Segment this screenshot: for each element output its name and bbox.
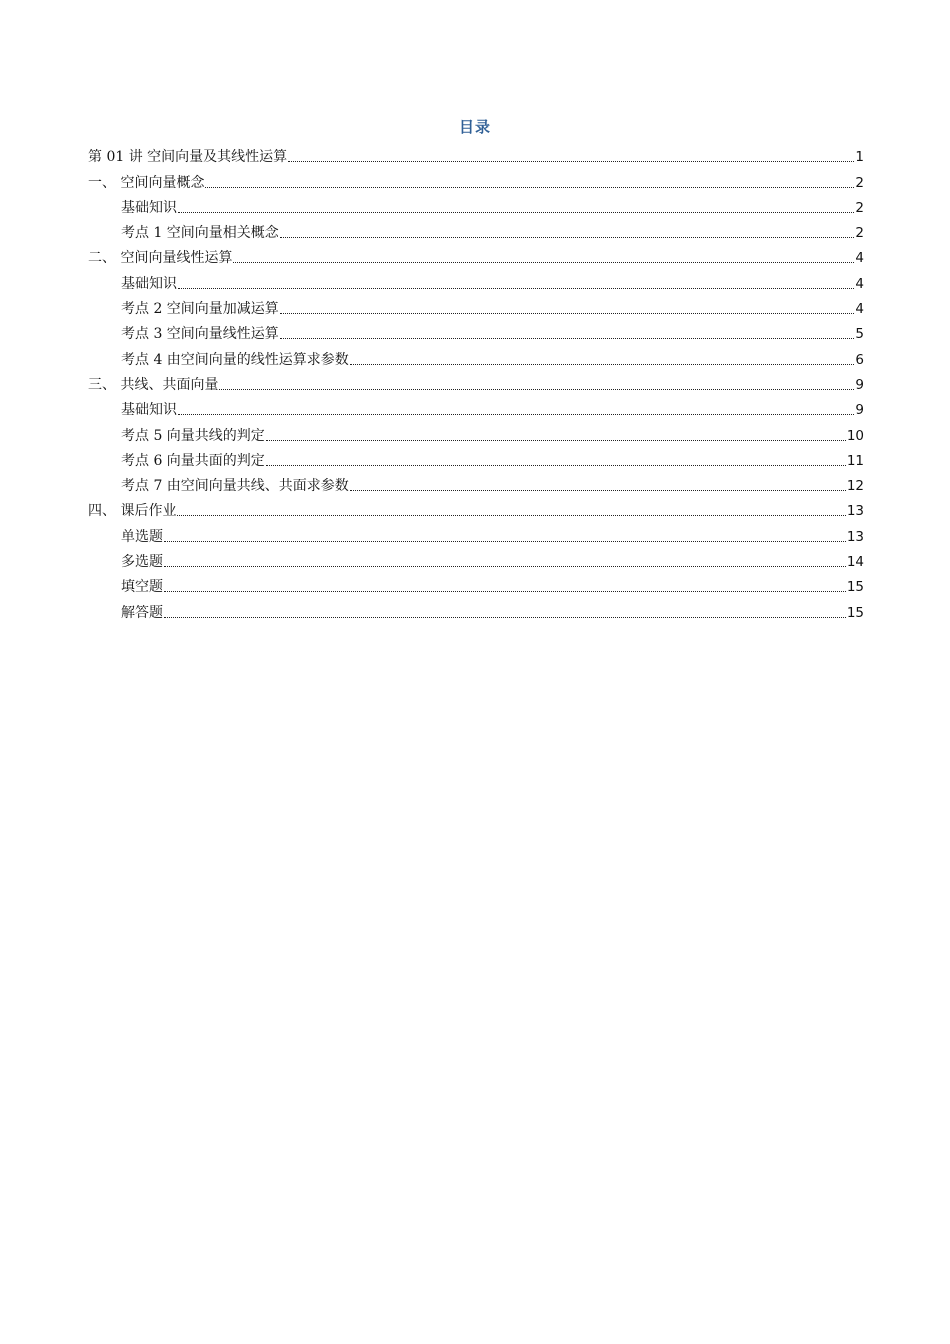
toc-entry[interactable] — [88, 293, 864, 318]
toc-leader-dots — [350, 490, 846, 491]
toc-entry-page: 6 — [855, 351, 864, 368]
toc-leader-dots — [280, 237, 855, 238]
toc-leader-dots — [178, 414, 854, 415]
toc-entry-page: 9 — [855, 376, 864, 393]
toc-entry-text: 一、 空间向量概念 — [88, 174, 205, 191]
toc-entry-text: 考点 7 由空间向量共线、共面求参数 — [121, 478, 349, 495]
toc-entry-page: 1 — [855, 149, 864, 166]
toc-entry-text: 解答题 — [121, 604, 163, 621]
toc-entry-page: 13 — [846, 528, 864, 545]
toc-entry[interactable] — [88, 369, 864, 394]
toc-entry[interactable] — [88, 546, 864, 571]
toc-entry-page: 4 — [855, 301, 864, 318]
toc-leader-dots — [178, 212, 854, 213]
toc-entry-page: 12 — [846, 478, 864, 495]
toc-entry-text: 基础知识 — [121, 199, 177, 216]
toc-entry-text: 考点 3 空间向量线性运算 — [121, 326, 279, 343]
toc-entry-text: 二、 空间向量线性运算 — [88, 250, 233, 267]
toc-entry-text: 考点 2 空间向量加减运算 — [121, 301, 279, 318]
toc-entry-page: 4 — [855, 275, 864, 292]
toc-entry[interactable] — [88, 141, 864, 166]
toc-entry[interactable] — [88, 596, 864, 621]
toc-leader-dots — [177, 515, 845, 516]
toc-entry-page: 14 — [846, 554, 864, 571]
toc-entry-text: 考点 4 由空间向量的线性运算求参数 — [121, 351, 349, 368]
toc-leader-dots — [205, 187, 854, 188]
toc-entry-page: 11 — [846, 452, 864, 469]
toc-entry-page: 10 — [846, 427, 864, 444]
toc-entry-text: 三、 共线、共面向量 — [88, 376, 219, 393]
toc-entry-page: 15 — [846, 604, 864, 621]
toc-leader-dots — [266, 440, 846, 441]
toc-entry[interactable] — [88, 267, 864, 292]
toc-leader-dots — [164, 541, 846, 542]
toc-entry-text: 考点 1 空间向量相关概念 — [121, 225, 279, 242]
toc-entry-text: 单选题 — [121, 528, 163, 545]
toc-entry[interactable] — [88, 192, 864, 217]
toc-leader-dots — [350, 364, 855, 365]
table-of-contents — [88, 141, 864, 622]
toc-entry[interactable] — [88, 394, 864, 419]
toc-leader-dots — [280, 338, 855, 339]
toc-entry[interactable] — [88, 445, 864, 470]
toc-entry[interactable] — [88, 419, 864, 444]
toc-entry-text: 多选题 — [121, 554, 163, 571]
toc-leader-dots — [164, 617, 846, 618]
toc-leader-dots — [178, 288, 854, 289]
toc-entry-text: 考点 5 向量共线的判定 — [121, 427, 265, 444]
toc-entry[interactable] — [88, 495, 864, 520]
toc-entry-text: 第 01 讲 空间向量及其线性运算 — [88, 149, 288, 166]
toc-entry-page: 15 — [846, 579, 864, 596]
toc-entry-page: 2 — [855, 174, 864, 191]
toc-leader-dots — [164, 566, 846, 567]
toc-entry-text: 四、 课后作业 — [88, 503, 177, 520]
toc-entry[interactable] — [88, 571, 864, 596]
toc-entry[interactable] — [88, 343, 864, 368]
toc-entry[interactable] — [88, 217, 864, 242]
toc-entry-page: 9 — [855, 402, 864, 419]
toc-title: 目录 — [458, 118, 491, 136]
toc-entry[interactable] — [88, 242, 864, 267]
toc-entry-text: 基础知识 — [121, 275, 177, 292]
toc-entry-page: 5 — [855, 326, 864, 343]
toc-entry-text: 考点 6 向量共面的判定 — [121, 452, 265, 469]
toc-entry-text: 基础知识 — [121, 402, 177, 419]
toc-entry-page: 13 — [846, 503, 864, 520]
toc-entry[interactable] — [88, 166, 864, 191]
toc-entry-text: 填空题 — [121, 579, 163, 596]
toc-leader-dots — [164, 591, 846, 592]
toc-entry-page: 4 — [855, 250, 864, 267]
toc-leader-dots — [280, 313, 855, 314]
toc-leader-dots — [233, 262, 854, 263]
toc-leader-dots — [288, 161, 854, 162]
toc-entry-page: 2 — [855, 225, 864, 242]
toc-entry[interactable] — [88, 318, 864, 343]
toc-entry[interactable] — [88, 470, 864, 495]
toc-entry[interactable] — [88, 520, 864, 545]
toc-leader-dots — [266, 465, 846, 466]
toc-entry-page: 2 — [855, 199, 864, 216]
toc-leader-dots — [219, 389, 854, 390]
